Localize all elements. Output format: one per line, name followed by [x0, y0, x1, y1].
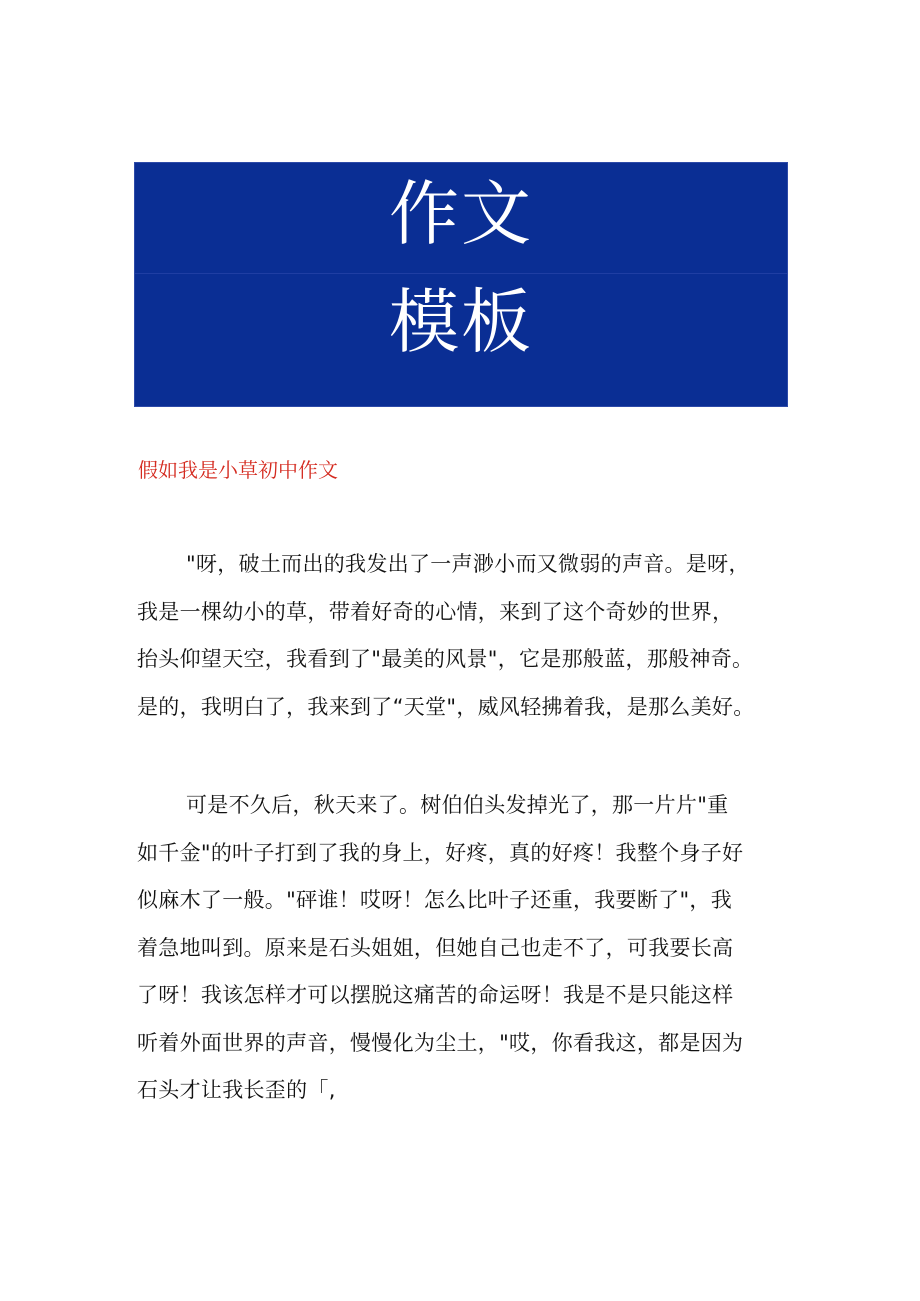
paragraph-1 — [137, 541, 797, 731]
banner-divider — [135, 273, 787, 274]
banner-title-line-1: 作文 — [389, 173, 533, 255]
essay-title: 假如我是小草初中作文 — [138, 458, 338, 482]
paragraph-line: 我是一棵幼小的草，带着好奇的心情，来到了这个奇妙的世界， — [137, 599, 734, 624]
paragraph-line: 听着外面世界的声音，慢慢化为尘土，"哎，你看我这，都是因为 — [137, 1030, 744, 1055]
paragraph-line: 是的，我明白了，我来到了“天堂"，威风轻拂着我，是那么美好。 — [137, 694, 755, 719]
paragraph-line: 着急地叫到。原来是石头姐姐，但她自己也走不了，可我要长高 — [137, 935, 734, 960]
paragraph-line: 抬头仰望天空，我看到了"最美的风景"，它是那般蓝，那般神奇。 — [137, 647, 754, 671]
paragraph-line: 似麻木了一般。"砰谁！哎呀！怎么比叶子还重，我要断了"，我 — [137, 888, 733, 912]
cover-banner — [134, 162, 788, 407]
paragraph-line: "呀，破土而出的我发出了一声渺小而又微弱的声音。是呀， — [186, 552, 750, 576]
paragraph-line: 如千金"的叶子打到了我的身上，好疼，真的好疼！我整个身子好 — [137, 840, 744, 865]
paragraph-2 — [137, 782, 797, 1115]
paragraph-line: 可是不久后，秋天来了。树伯伯头发掉光了，那一片片"重 — [186, 793, 729, 817]
paragraph-line: 石头才让我长歪的「, — [137, 1078, 336, 1102]
paragraph-line: 了呀！我该怎样才可以摆脱这痛苦的命运呀！我是不是只能这样 — [137, 983, 734, 1007]
banner-title-line-2: 模板 — [389, 281, 533, 363]
